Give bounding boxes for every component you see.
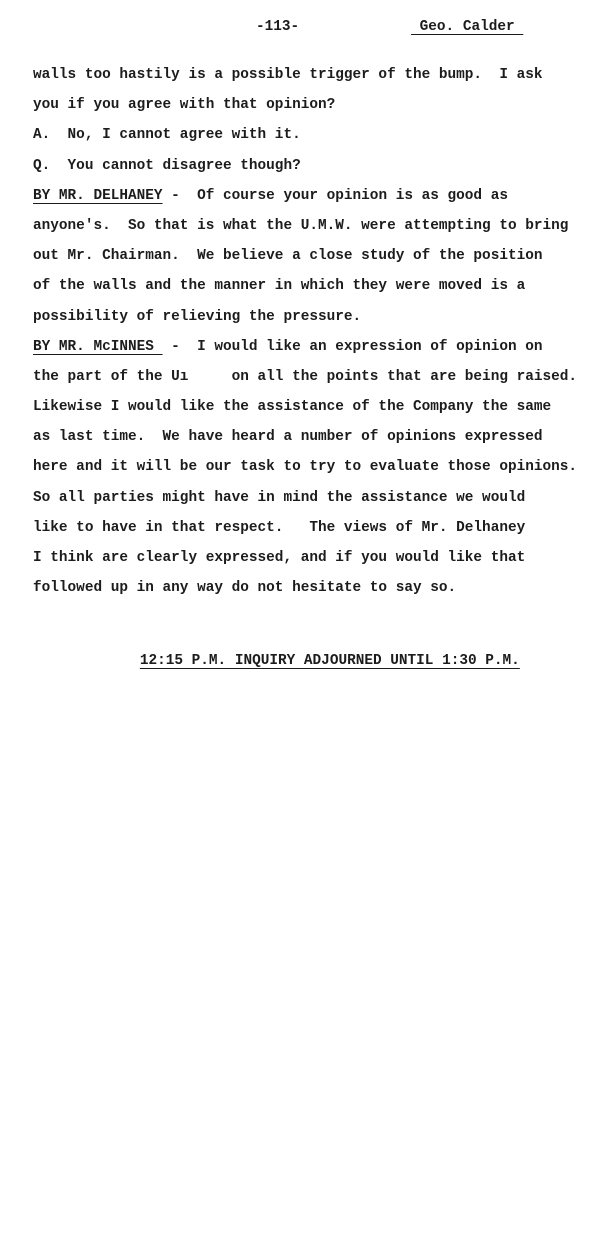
- line-text: Q. You cannot disagree though?: [33, 157, 301, 174]
- transcript-line: [33, 422, 593, 452]
- transcript-body: [33, 60, 593, 670]
- transcript-line: [33, 332, 593, 362]
- line-text: possibility of relieving the pressure.: [33, 308, 362, 325]
- transcript-line: [33, 543, 593, 573]
- line-text: the part of the Uı on all the points that are being raised.: [33, 368, 578, 385]
- line-text: you if you agree with that opinion?: [33, 97, 336, 114]
- line-text: A. No, I cannot agree with it.: [33, 127, 301, 144]
- transcript-line: [33, 302, 593, 332]
- transcript-line: [33, 271, 593, 301]
- adjournment-line: [33, 616, 593, 670]
- line-text: out Mr. Chairman. We believe a close study of the position: [33, 248, 543, 265]
- line-text: I think are clearly expressed, and if you would like that: [33, 550, 526, 566]
- line-text: of the walls and the manner in which they were moved is a: [33, 278, 526, 295]
- transcript-line: [33, 452, 593, 482]
- page-number: -113-: [256, 19, 300, 35]
- line-text: walls too hastily is a possible trigger of the bump. I ask: [33, 67, 543, 83]
- line-text: So all parties might have in mind the assistance we would: [33, 489, 526, 506]
- line-text: - Of course your opinion is as good as: [162, 187, 508, 204]
- transcript-lines: [33, 60, 593, 603]
- witness-name: Geo. Calder: [411, 19, 524, 35]
- transcript-line: [33, 483, 593, 513]
- speaker-label: BY MR. McINNES: [33, 338, 163, 355]
- line-text: here and it will be our task to try to evaluate those opinions.: [33, 459, 578, 476]
- transcript-line: [33, 151, 593, 181]
- transcript-line: [33, 60, 593, 90]
- line-text: like to have in that respect. The views of Mr. Delhaney: [33, 519, 526, 536]
- line-text: - I would like an expression of opinion on: [162, 338, 543, 355]
- line-text: Likewise I would like the assistance of the Company the same: [33, 399, 552, 416]
- transcript-line: [33, 362, 593, 392]
- transcript-line: [33, 573, 593, 603]
- transcript-line: [33, 181, 593, 211]
- transcript-line: [33, 513, 593, 543]
- line-text: as last time. We have heard a number of opinions expressed: [33, 429, 543, 446]
- transcript-line: [33, 211, 593, 241]
- transcript-line: [33, 120, 593, 150]
- line-text: followed up in any way do not hesitate to say so.: [33, 580, 457, 597]
- speaker-label: BY MR. DELHANEY: [33, 187, 163, 204]
- line-text: anyone's. So that is what the U.M.W. were attempting to bring: [33, 217, 569, 234]
- transcript-line: [33, 392, 593, 422]
- transcript-line: [33, 241, 593, 271]
- adjournment-text: 12:15 P.M. INQUIRY ADJOURNED UNTIL 1:30 P.M.: [139, 653, 520, 670]
- transcript-line: [33, 90, 593, 120]
